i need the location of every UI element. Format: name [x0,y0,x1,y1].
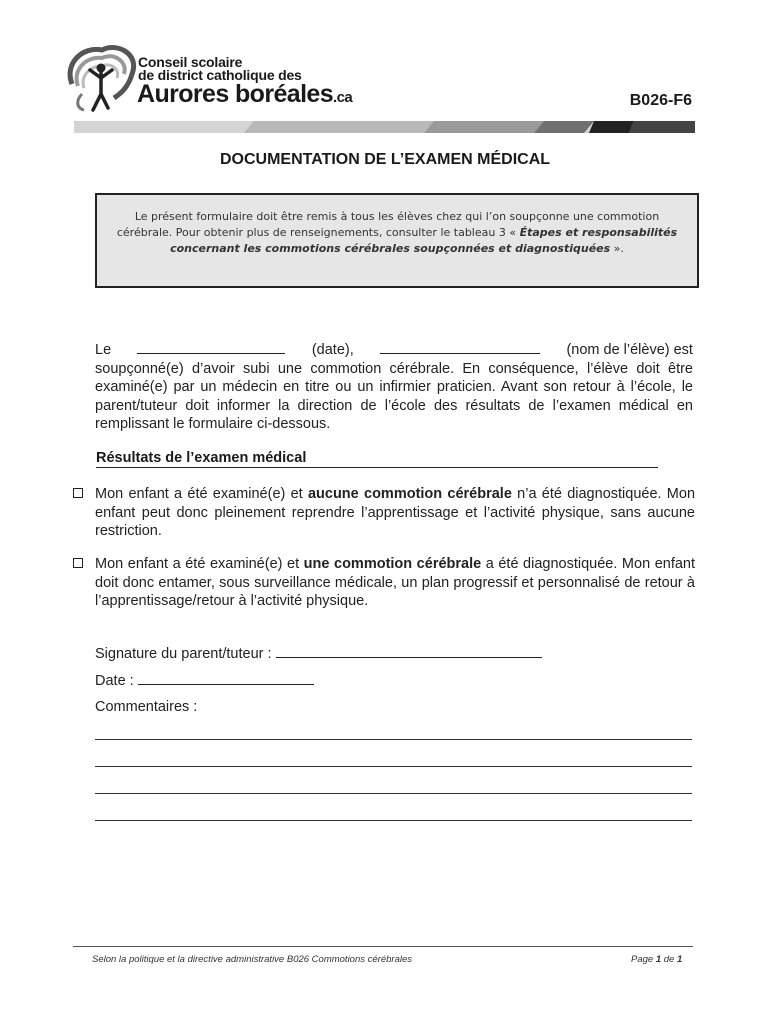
footer-divider [73,946,693,947]
org-name-main: Aurores boréales [137,80,334,108]
intro-body: soupçonné(e) d’avoir subi une commotion cérébrale. En conséquence, l’élève doit être examiné(e) par un médecin en titre ou un infirmier praticien. Avant son retour à l’école, le parent/tuteur doit informer la direction de l’école des résultats de l’examen médical en remplissant le formulaire ci-dessous. [95,360,693,432]
student-name-blank[interactable] [380,341,540,354]
option-text [95,485,695,541]
comment-line[interactable] [95,766,692,767]
date-row [95,672,314,689]
option-no-concussion [73,485,695,541]
date-label: Date : [95,673,134,689]
notice-text [109,209,685,257]
header-band [74,121,695,133]
date-field[interactable] [138,672,314,685]
intro-paragraph [95,341,693,434]
signature-label: Signature du parent/tuteur : [95,646,272,662]
signature-field[interactable] [276,645,542,658]
org-name-line1: Conseil scolaire [138,54,243,70]
checkbox-icon[interactable] [73,488,83,498]
notice-emphasis-1: Étapes et responsabilités [519,226,678,239]
page-prefix: Page [631,954,656,965]
org-name-line3 [137,80,352,112]
org-domain-suffix: .ca [333,89,353,106]
notice-emphasis-2: concernant les commotions cérébrales soupçonnées et diagnostiquées [170,242,611,255]
comment-line[interactable] [95,793,692,794]
notice-line2: cérébrale. Pour obtenir plus de renseignements, consulter le tableau 3 « [116,226,520,239]
page-number [631,954,682,965]
comments-label: Commentaires : [95,699,198,715]
notice-line1: Le présent formulaire doit être remis à tous les élèves chez qui l’on soupçonne une commotion [134,210,660,223]
page-mid: de [661,954,677,965]
option-text-post: n’a été diagnostiquée. Mon enfant peut donc pleinement reprendre l’apprentissage et l’activité physique, sans aucune restriction. [95,486,696,539]
option-text-post: a été diagnostiquée. Mon enfant doit donc entamer, sous surveillance médicale, un plan progressif et personnalisé de retour à l’apprentissage/retour à l’activité physique. [95,556,696,609]
intro-name-label: (nom de l’élève) est [566,342,693,358]
page-current: 1 [655,954,662,965]
org-name-line2: de district catholique des [138,67,302,83]
option-text-bold: aucune commotion cérébrale [307,486,512,502]
date-blank[interactable] [137,341,285,354]
page-total: 1 [676,954,683,965]
signature-row [95,645,542,662]
option-concussion [73,555,695,611]
results-heading: Résultats de l’examen médical [96,450,658,468]
notice-box [95,193,699,288]
comment-line[interactable] [95,739,692,740]
option-text [95,555,695,611]
page-title: DOCUMENTATION DE L’EXAMEN MÉDICAL [219,151,551,168]
intro-date-label: (date), [311,342,354,358]
organization-logo [62,44,142,118]
option-text-pre: Mon enfant a été examiné(e) et [95,556,304,572]
option-text-pre: Mon enfant a été examiné(e) et [95,486,308,502]
option-text-bold: une commotion cérébrale [303,556,482,572]
checkbox-icon[interactable] [73,558,83,568]
intro-le: Le [95,342,112,358]
comment-line[interactable] [95,820,692,821]
footer-policy-reference: Selon la politique et la directive administrative B026 Commotions cérébrales [92,954,412,965]
document-code: B026-F6 [629,92,692,109]
notice-line3-end: ». [610,242,624,255]
